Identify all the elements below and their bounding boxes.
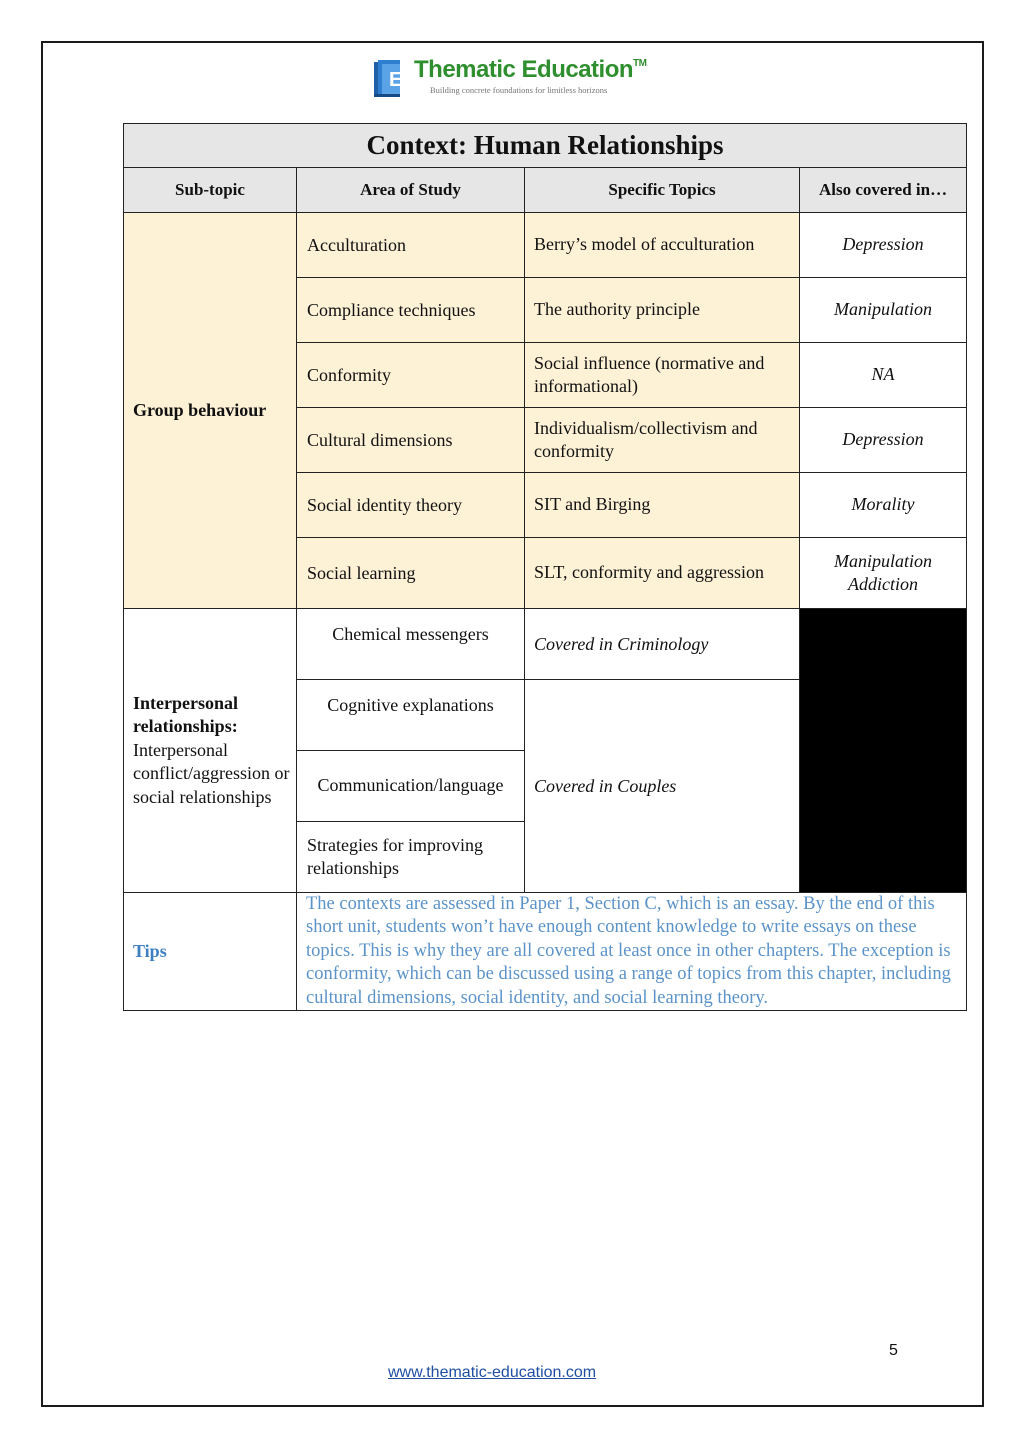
column-header: Specific Topics xyxy=(525,168,800,213)
also-covered-cell: Depression xyxy=(800,408,967,473)
page-number: 5 xyxy=(889,1342,898,1359)
topic-cell: Covered in Couples xyxy=(525,680,800,893)
topic-cell: SLT, conformity and aggression xyxy=(525,538,800,609)
column-header: Sub-topic xyxy=(124,168,297,213)
area-cell: Strategies for improving relationships xyxy=(297,822,525,893)
area-cell: Cultural dimensions xyxy=(297,408,525,473)
topic-cell: Individualism/collectivism and conformity xyxy=(525,408,800,473)
also-covered-cell: Morality xyxy=(800,473,967,538)
svg-text:E: E xyxy=(389,69,403,91)
area-cell: Compliance techniques xyxy=(297,278,525,343)
brand-logo xyxy=(372,56,662,100)
table-title: Context: Human Relationships xyxy=(124,124,967,168)
area-cell: Chemical messengers xyxy=(297,609,525,680)
area-cell: Social learning xyxy=(297,538,525,609)
website-link[interactable]: www.thematic-education.com xyxy=(388,1364,597,1381)
topic-cell: Berry’s model of acculturation xyxy=(525,213,800,278)
also-covered-cell: Manipulation xyxy=(800,278,967,343)
also-covered-cell: NA xyxy=(800,343,967,408)
context-table xyxy=(123,123,967,1011)
blacked-out-cell xyxy=(800,609,967,893)
also-covered-cell xyxy=(800,538,967,609)
subtopic-interpersonal xyxy=(124,609,297,893)
brand-tagline: Building concrete foundations for limitless horizons xyxy=(430,85,608,95)
area-cell: Conformity xyxy=(297,343,525,408)
subtopic-interpersonal-bold: Interpersonal relationships: xyxy=(133,693,238,737)
column-header: Also covered in… xyxy=(800,168,967,213)
topic-cell: The authority principle xyxy=(525,278,800,343)
tips-label: Tips xyxy=(124,893,297,1011)
table-row xyxy=(124,609,967,680)
tips-text: The contexts are assessed in Paper 1, Section C, which is an essay. By the end of this short unit, students won’t have enough content knowledge to write essays on these topics. This is why they are all covered at least once in other chapters. The exception is conformity, which can be discussed using a range of topics from this chapter, including cultural dimensions, social identity, and social learning theory. xyxy=(297,893,967,1011)
also-covered-line: Manipulation xyxy=(834,550,933,571)
topic-cell: Covered in Criminology xyxy=(525,609,800,680)
area-cell: Acculturation xyxy=(297,213,525,278)
area-cell: Cognitive explanations xyxy=(297,680,525,751)
subtopic-group-behaviour: Group behaviour xyxy=(124,213,297,609)
book-logo-icon xyxy=(372,58,408,98)
table-row xyxy=(124,893,967,1011)
area-cell: Communication/language xyxy=(297,751,525,822)
also-covered-cell: Depression xyxy=(800,213,967,278)
topic-cell: SIT and Birging xyxy=(525,473,800,538)
table-row xyxy=(124,213,967,278)
area-cell: Social identity theory xyxy=(297,473,525,538)
column-header: Area of Study xyxy=(297,168,525,213)
also-covered-line: Addiction xyxy=(848,574,919,594)
subtopic-interpersonal-rest: Interpersonal conflict/aggression or social relationships xyxy=(133,739,290,807)
brand-name: Thematic Education™ xyxy=(414,56,647,83)
topic-cell: Social influence (normative and informational) xyxy=(525,343,800,408)
